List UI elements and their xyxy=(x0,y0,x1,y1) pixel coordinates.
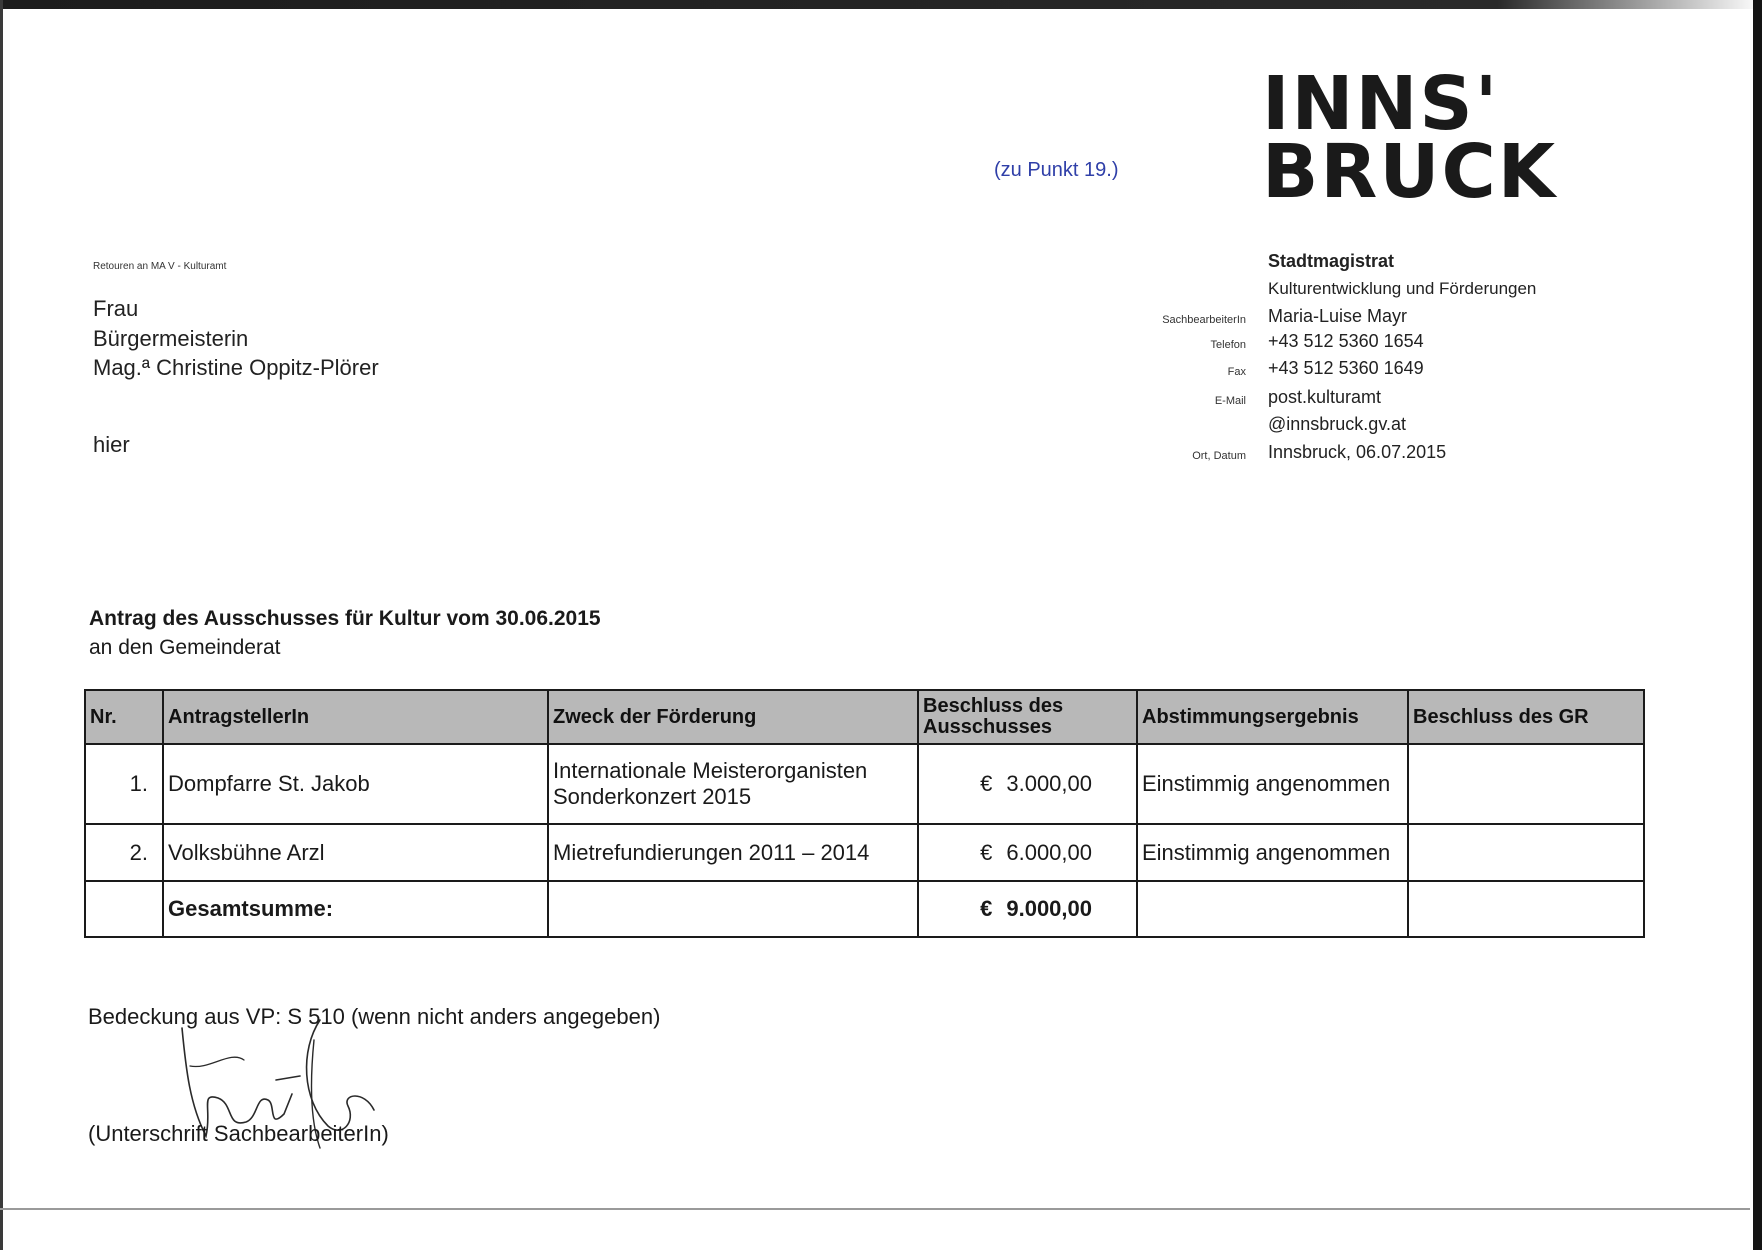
email-value-domain: @innsbruck.gv.at xyxy=(1268,414,1406,434)
header-purpose: Zweck der Förderung xyxy=(548,690,918,744)
innsbruck-logo xyxy=(1262,61,1558,215)
row-council-decision xyxy=(1408,744,1644,824)
funding-table xyxy=(84,689,1645,938)
row-purpose-line-2: Sonderkonzert 2015 xyxy=(553,784,752,809)
scan-edge-top xyxy=(0,0,1762,9)
amount-value: 6.000,00 xyxy=(1006,839,1092,865)
row-nr: 2. xyxy=(85,824,163,881)
recipient-line-2: Bürgermeisterin xyxy=(93,326,249,351)
fax-label: Fax xyxy=(1227,366,1246,378)
return-address: Retouren an MA V - Kulturamt xyxy=(93,261,227,272)
recipient-line-3: Mag.ª Christine Oppitz-Plörer xyxy=(93,355,379,380)
row-vote-result: Einstimmig angenommen xyxy=(1137,824,1408,881)
header-committee-decision-line-1: Beschluss des xyxy=(923,695,1064,717)
header-committee-decision-line-2: Ausschusses xyxy=(923,716,1052,738)
agenda-reference: (zu Punkt 19.) xyxy=(994,159,1119,181)
email-value: post.kulturamt xyxy=(1268,387,1382,407)
total-label: Gesamtsumme: xyxy=(163,881,548,937)
row-purpose: Mietrefundierungen 2011 – 2014 xyxy=(548,824,918,881)
scan-edge-left xyxy=(0,0,3,1250)
currency-symbol: € xyxy=(980,771,993,796)
budget-coverage: Bedeckung aus VP: S 510 (wenn nicht anders angegeben) xyxy=(88,1004,661,1029)
row-vote-result: Einstimmig angenommen xyxy=(1137,744,1408,824)
table-header-row xyxy=(85,690,1644,744)
header-nr: Nr. xyxy=(85,690,163,744)
clerk-label: SachbearbeiterIn xyxy=(1162,314,1246,326)
logo-line-1: INNS' xyxy=(1262,61,1500,147)
sender-org: Stadtmagistrat xyxy=(1268,251,1395,271)
scan-edge-right xyxy=(1753,0,1762,1250)
table-row xyxy=(85,824,1644,881)
row-applicant: Volksbühne Arzl xyxy=(163,824,548,881)
subject-subtitle: an den Gemeinderat xyxy=(89,636,281,659)
subject-title: Antrag des Ausschusses für Kultur vom 30.06.2015 xyxy=(89,607,601,630)
header-committee-decision xyxy=(918,690,1137,744)
row-amount xyxy=(918,744,1137,824)
fax-value: +43 512 5360 1649 xyxy=(1268,358,1424,378)
email-label: E-Mail xyxy=(1214,395,1246,407)
total-nr-empty xyxy=(85,881,163,937)
row-applicant: Dompfarre St. Jakob xyxy=(163,744,548,824)
scan-edge-bottom xyxy=(0,1208,1750,1210)
table-row xyxy=(85,744,1644,824)
total-result-empty xyxy=(1137,881,1408,937)
row-nr: 1. xyxy=(85,744,163,824)
total-amount-value: 9.000,00 xyxy=(1006,896,1092,921)
row-council-decision xyxy=(1408,824,1644,881)
currency-symbol: € xyxy=(980,896,993,921)
header-council-decision: Beschluss des GR xyxy=(1408,690,1644,744)
row-purpose-line-1: Internationale Meisterorganisten xyxy=(553,758,868,783)
clerk-value: Maria-Luise Mayr xyxy=(1268,306,1408,326)
total-purpose-empty xyxy=(548,881,918,937)
phone-label: Telefon xyxy=(1210,339,1246,351)
recipient-line-4: hier xyxy=(93,432,130,457)
total-council-empty xyxy=(1408,881,1644,937)
header-applicant: AntragstellerIn xyxy=(163,690,548,744)
table-total-row xyxy=(85,881,1644,937)
row-purpose xyxy=(548,744,918,824)
recipient-line-1: Frau xyxy=(93,296,139,321)
signature-caption: (Unterschrift SachbearbeiterIn) xyxy=(88,1121,389,1146)
phone-value: +43 512 5360 1654 xyxy=(1268,331,1424,351)
amount-value: 3.000,00 xyxy=(1006,771,1092,796)
currency-symbol: € xyxy=(980,839,993,865)
date-value: Innsbruck, 06.07.2015 xyxy=(1268,442,1447,462)
date-label: Ort, Datum xyxy=(1192,450,1246,462)
row-amount xyxy=(918,824,1137,881)
logo-line-2: BRUCK xyxy=(1262,129,1558,215)
header-vote-result: Abstimmungsergebnis xyxy=(1137,690,1408,744)
total-amount xyxy=(918,881,1137,937)
sender-department: Kulturentwicklung und Förderungen xyxy=(1268,279,1537,298)
